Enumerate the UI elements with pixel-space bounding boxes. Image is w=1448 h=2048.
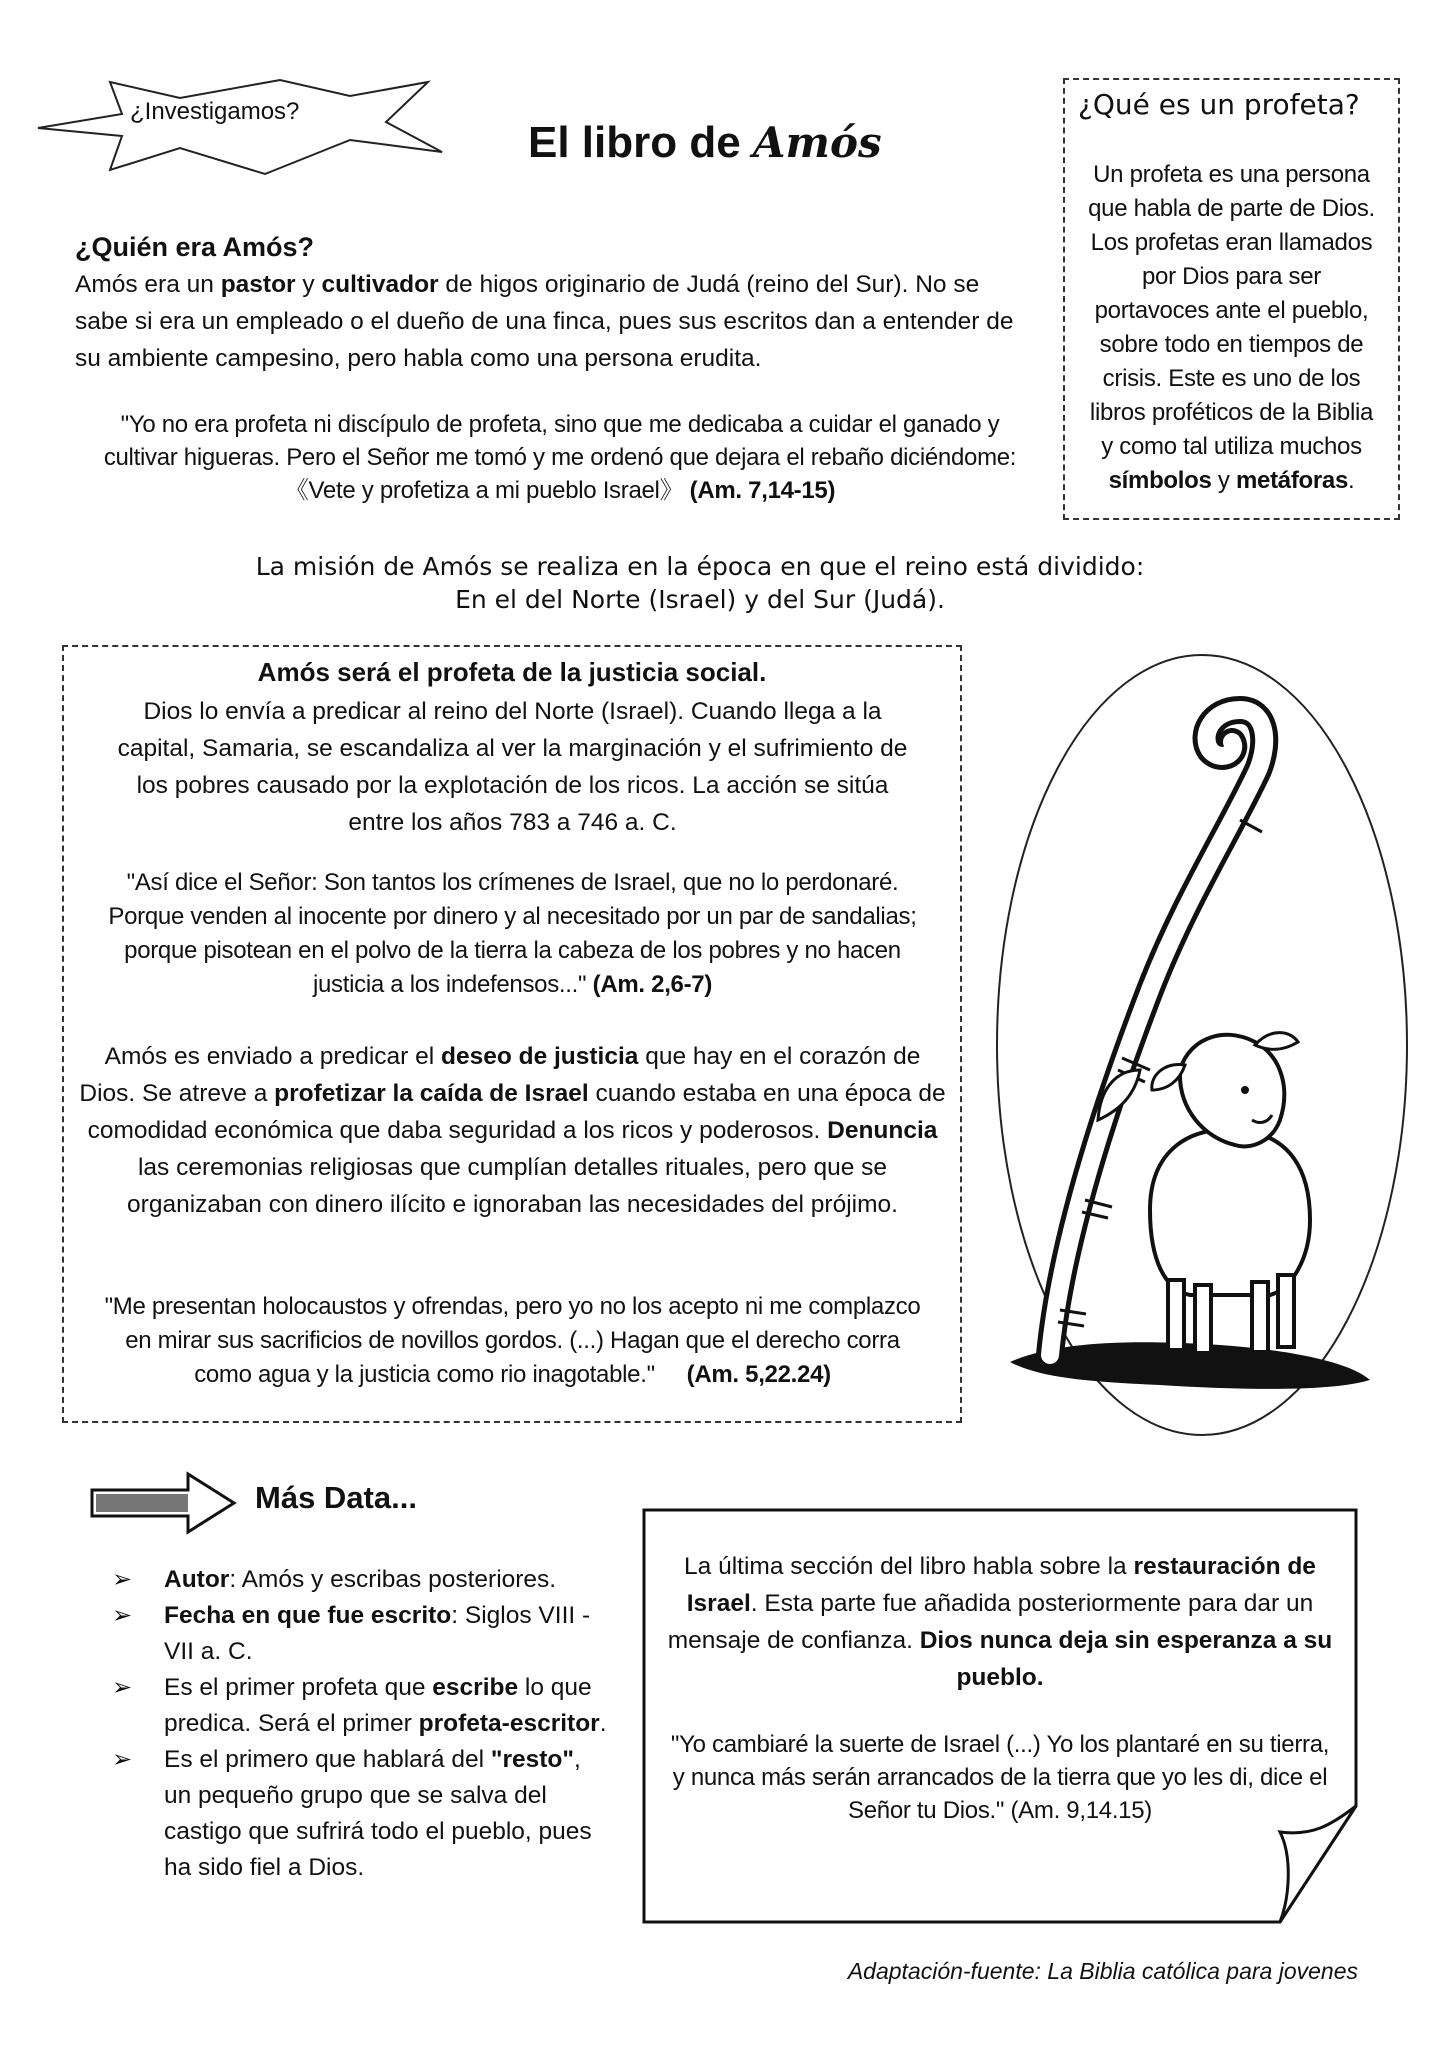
mision-text [200,550,1200,616]
quote-line: Porque venden al inocente por dinero y al necesitado por un par de sandalias; [108,903,917,930]
profeta-line: portavoces ante el pueblo, [1094,297,1369,324]
list-item [112,1670,612,1742]
p2-t1: Amós es enviado a predicar el [104,1043,441,1070]
item-text: Es el primero que hablará del [164,1746,491,1773]
profeta-last-mid: y [1211,467,1236,494]
mision-line-2: En el del Norte (Israel) y del Sur (Judá). [455,585,945,614]
nota-t2: . Esta parte fue añadida posteriormente para dar un mensaje de confianza. [667,1590,1314,1654]
sheep-and-crook-illustration [990,650,1410,1440]
quote-line: porque pisotean en el polvo de la tierra la cabeza de los pobres y no hacen [124,937,901,964]
justicia-line: los pobres causado por la explotación de los ricos. La acción se sitúa [136,772,889,799]
quote-last: justicia a los indefensos..." [312,971,587,998]
item-text: : Siglos VIII - VII a. C. [164,1602,591,1665]
arrow-right-icon [88,1468,238,1538]
page-title [528,118,882,168]
quote-line: cultivar higueras. Pero el Señor me tomó y me ordenó que dejara el rebaño diciéndome: [103,444,1017,471]
list-item [112,1562,612,1598]
quote-ref: (Am. 7,14-15) [689,477,836,504]
quote-line-last [75,968,950,1002]
bold-resto: "resto" [490,1746,575,1773]
bold-fecha: Fecha en que fue escrito [164,1602,452,1629]
quote-amos-9: "Yo cambiaré la suerte de Israel (...) Yo los plantaré en su tierra, y nunca más serán arrancados de la tierra que yo les di, dice el Señor tu Dios." (Am. 9,14.15) [670,1731,1330,1824]
bold-autor: Autor [164,1566,230,1593]
quote-amos-5 [75,1290,950,1392]
justicia-paragraph-1 [75,693,950,841]
bold-deseo-justicia: deseo de justicia [440,1043,639,1070]
title-main: El libro de [528,118,753,167]
quote-line: "Yo no era profeta ni discípulo de profeta, sino que me dedicaba a cuidar el ganado y [120,411,1000,438]
bold-denuncia: Denuncia [827,1117,938,1144]
profeta-line: crisis. Este es uno de los [1102,365,1361,392]
quote-last: como agua y la justicia como rio inagotable." [194,1361,655,1388]
profeta-line: sobre todo en tiempos de [1099,331,1364,358]
quote-last: 《Vete y profetiza a mi pueblo Israel》 [284,477,684,504]
sheep-eye [1241,1086,1249,1094]
profeta-line: y como tal utiliza muchos [1101,433,1362,460]
profeta-line: Un profeta es una persona [1093,161,1370,188]
quien-paragraph [75,266,1035,377]
justicia-line: entre los años 783 a 746 a. C. [348,809,677,836]
mision-line-1: La misión de Amós se realiza en la época en que el reino está dividido: [255,552,1145,581]
item-text: : Amós y escribas posteriores. [229,1566,557,1593]
quote-line-last [90,474,1030,507]
profeta-line: libros proféticos de la Biblia [1089,399,1374,426]
restauracion-paragraph [665,1548,1335,1696]
quote-line: en mirar sus sacrificios de novillos gordos. (...) Hagan que el derecho corra [125,1327,900,1354]
bold-pastor: pastor [220,271,296,298]
quote-amos-2 [75,866,950,1002]
bold-restauracion: restauración de Israel [686,1553,1316,1617]
quote-line: "Así dice el Señor: Son tantos los crímenes de Israel, que no lo perdonaré. [126,869,899,896]
quien-t3: de higos originario de Judá (reino del Sur). No se sabe si era un empleado o el dueño de una finca, pues sus escritos dan a entender de su ambiente campesino, pero habla como una persona erudita. [75,271,1014,372]
bold-escribe: escribe [432,1674,519,1701]
bold-cultivador: cultivador [321,271,439,298]
profeta-line: por Dios para ser [1142,263,1321,290]
quote-line: "Me presentan holocaustos y ofrendas, pero yo no los acepto ni me complazco [104,1293,921,1320]
profeta-line: Los profetas eran llamados [1090,229,1373,256]
sheep-head [1180,1035,1284,1147]
profeta-last-end: . [1348,467,1355,494]
quote-ref: (Am. 2,6-7) [592,971,713,998]
quote-amos-7 [90,408,1030,507]
title-name: Amós [752,118,882,167]
bold-profeta-escritor: profeta-escritor [418,1710,600,1737]
bold-caida-israel: profetizar la caída de Israel [274,1080,589,1107]
p2-t3: cuando estaba en una época de comodidad económica que daba seguridad a los ricos y poderosos. [87,1080,946,1144]
arrow-bullet-icon: ➢ [112,1566,133,1593]
profeta-line-last [1063,464,1400,498]
item-text: , un pequeño grupo que se salva del castigo que sufrirá todo el pueblo, pues ha sido fiel a Dios. [164,1746,592,1881]
item-text: Es el primer profeta que [164,1674,433,1701]
bold-metaforas: metáforas [1236,467,1349,494]
justicia-paragraph-2 [75,1038,950,1223]
item-text: lo que predica. Será el primer [164,1674,592,1737]
list-item [112,1598,612,1670]
mas-data-heading: Más Data... [255,1480,417,1515]
justicia-heading: Amós será el profeta de la justicia social. [257,657,767,687]
sheep-ear-right [1255,1033,1298,1050]
p2-t4: las ceremonias religiosas que cumplían detalles rituales, pero que se organizaban con dinero ilícito e ignoraban las necesidades del prójimo. [127,1154,898,1218]
profeta-line: que habla de parte de Dios. [1088,195,1375,222]
arrow-bullet-icon: ➢ [112,1674,133,1701]
justicia-line: capital, Samaria, se escandaliza al ver la marginación y el sufrimiento de [117,735,908,762]
source-footer: Adaptación-fuente: La Biblia católica para jovenes [847,1958,1358,1984]
sheep-body [1150,1129,1310,1295]
quien-t1: Amós era un [75,271,221,298]
quote-line-last [75,1358,950,1392]
profeta-text [1063,158,1400,498]
p2-t2: que hay en el corazón de Dios. Se atreve a [79,1043,921,1107]
quien-t2: y [295,271,322,298]
item-text: . [599,1710,607,1737]
arrow-bullet-icon: ➢ [112,1746,133,1773]
quien-heading: ¿Quién era Amós? [75,232,315,262]
mas-data-list [112,1562,612,1886]
investigamos-label: ¿Investigamos? [130,98,300,125]
bold-simbolos: símbolos [1108,467,1212,494]
quote-ref: (Am. 5,22.24) [686,1361,831,1388]
bold-esperanza: Dios nunca deja sin esperanza a su pueblo. [919,1627,1333,1691]
profeta-title: ¿Qué es un profeta? [1078,88,1360,121]
arrow-bullet-icon: ➢ [112,1602,133,1629]
nota-t1: La última sección del libro habla sobre la [684,1553,1134,1580]
list-item [112,1742,612,1886]
justicia-line: Dios lo envía a predicar al reino del Norte (Israel). Cuando llega a la [143,698,882,725]
